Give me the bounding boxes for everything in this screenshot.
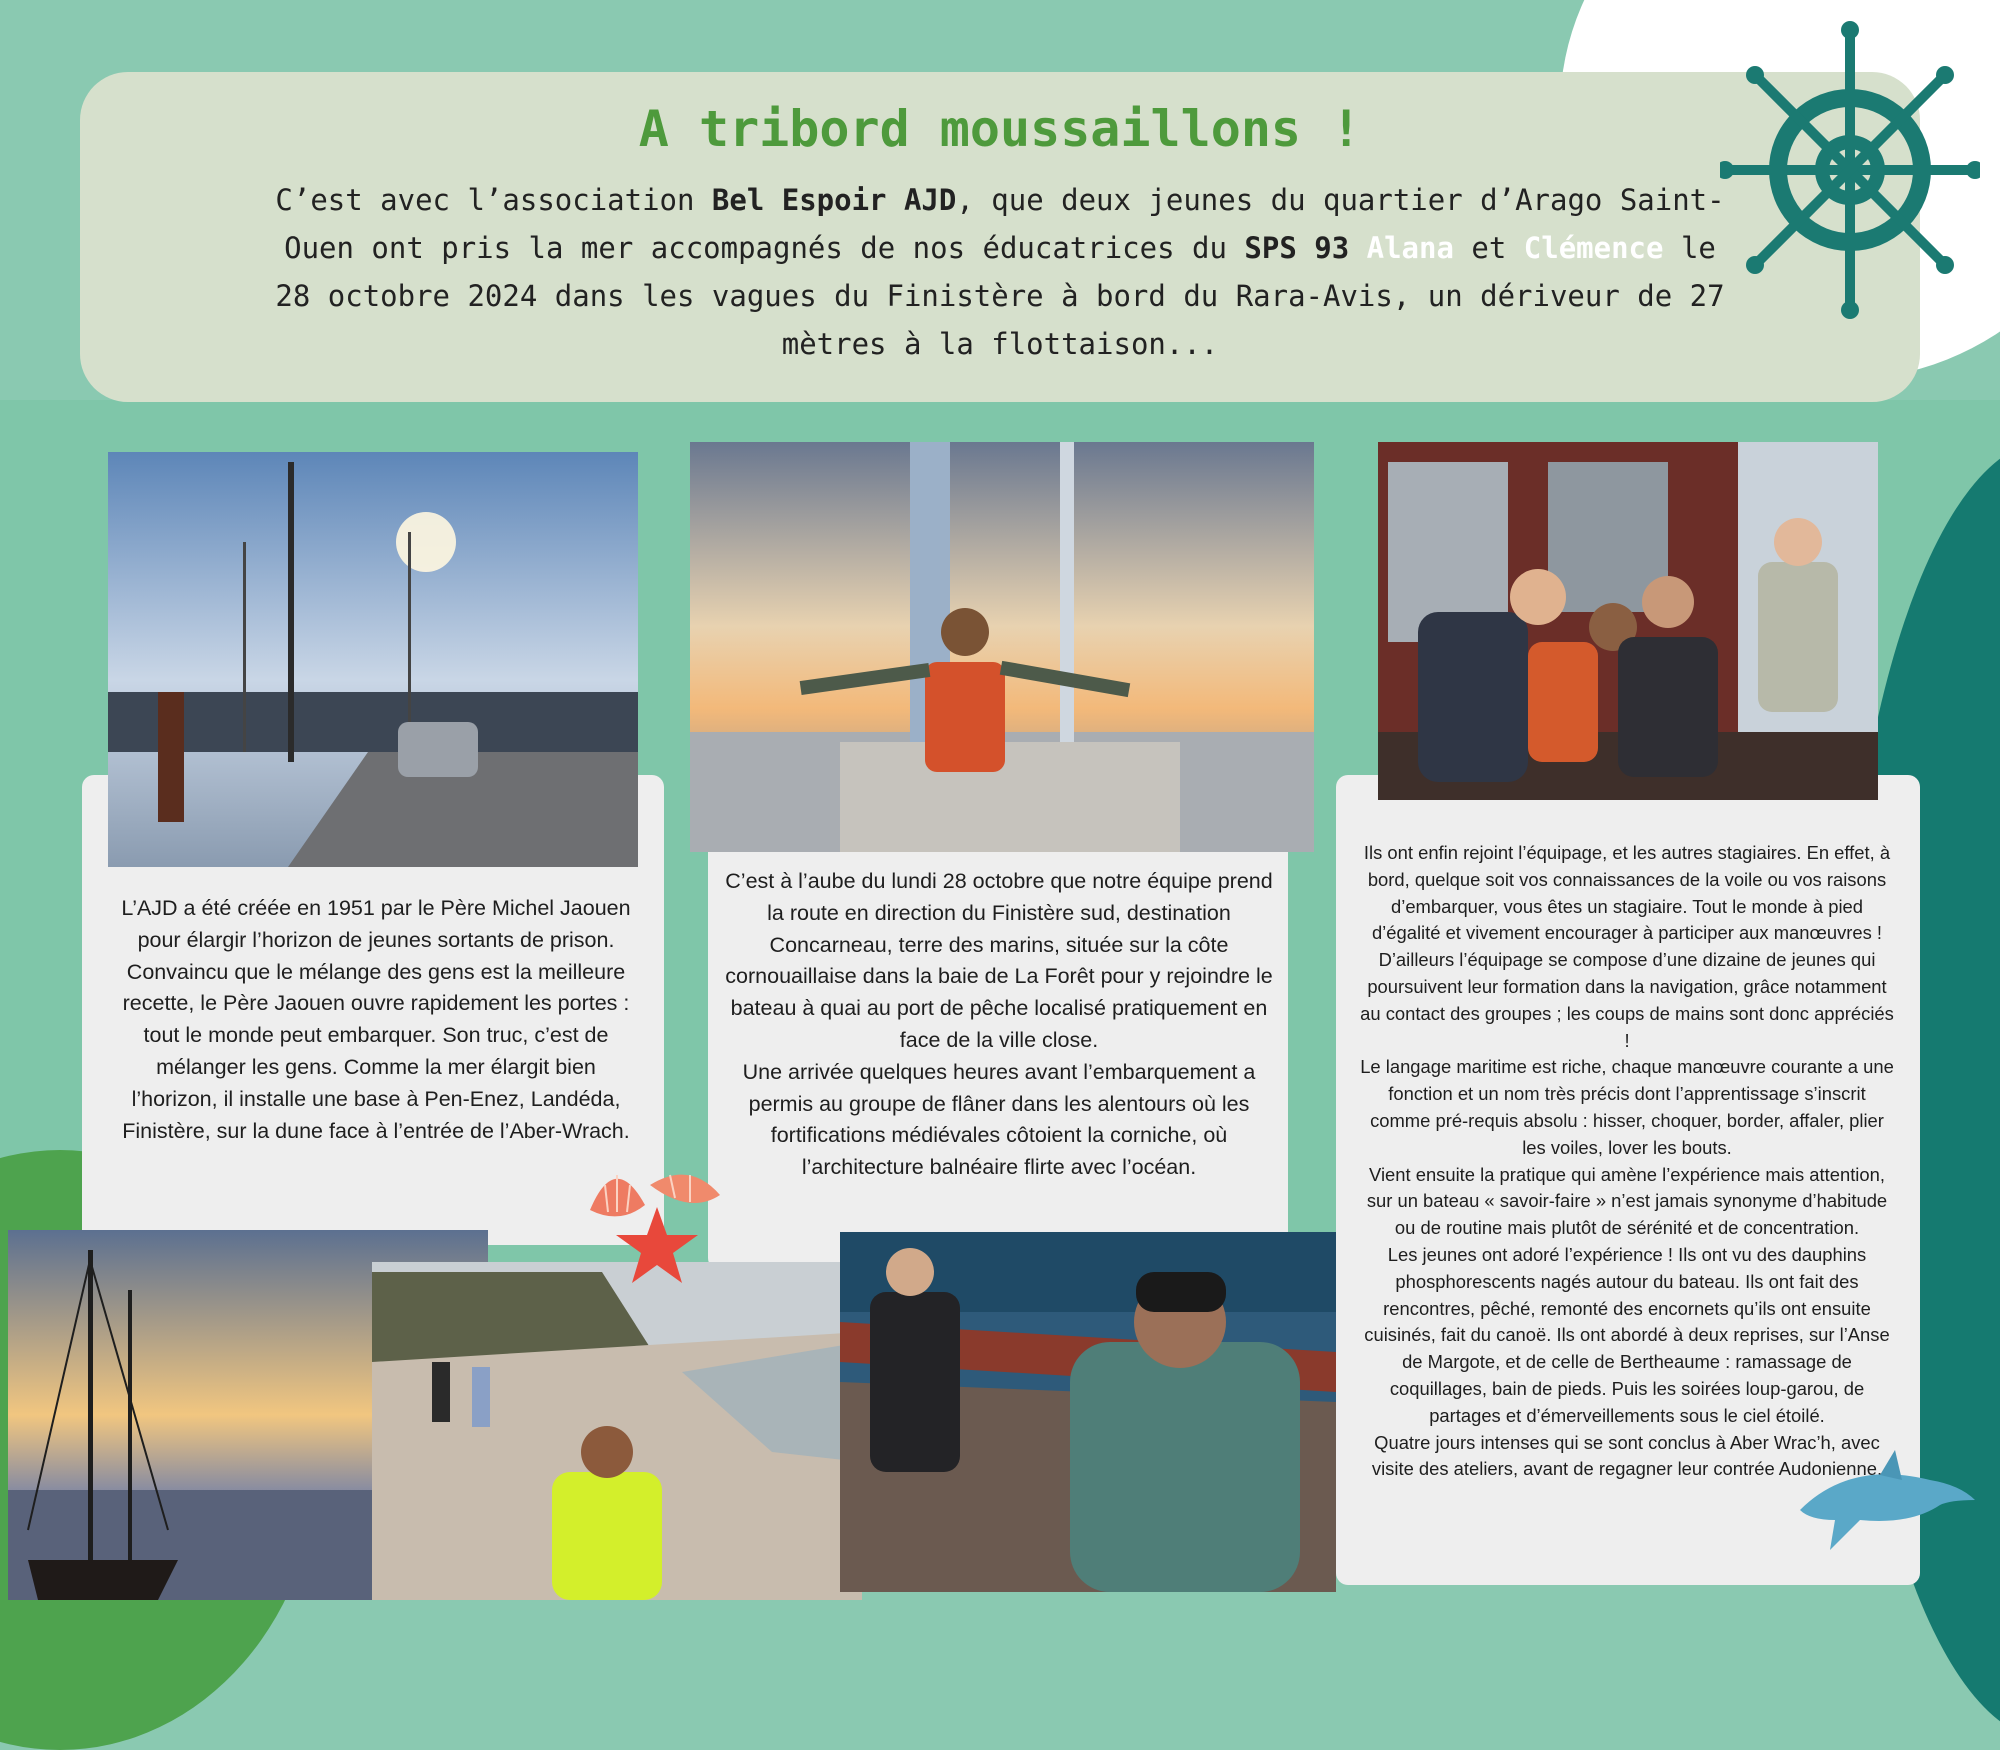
intro-paragraph — [270, 176, 1730, 368]
dolphin-icon — [1790, 1440, 1980, 1560]
educator-name: Clémence — [1523, 231, 1664, 265]
departure-paragraph: C’est à l’aube du lundi 28 octobre que notre équipe prend la route en direction du Finistère sud, destination Concarneau, terre des marins, située sur la côte cornouaillaise dans la baie de La Forêt pour y rejoindre le bateau à quai au port de pêche localisé pratiquement en face de la ville close. — [725, 869, 1273, 1052]
intro-text: C’est avec l’association — [275, 183, 712, 217]
intro-text — [1349, 231, 1366, 265]
history-text: L’AJD a été créée en 1951 par le Père Michel Jaouen pour élargir l’horizon de jeunes sortants de prison. Convaincu que le mélange des gens est la meilleure recette, le Père Jaouen ouvre rapidement les portes : tout le monde peut embarquer. Son truc, c’est de mélanger les gens. Comme la mer élargit bien l’horizon, il installe une base à Pen-Enez, Landéda, Finistère, sur la dune face à l’entrée de l’Aber-Wrach. — [121, 896, 631, 1143]
educator-name: Alana — [1366, 231, 1454, 265]
photo-harbor — [108, 452, 638, 867]
photo-group-on-board — [1378, 442, 1878, 800]
crew-text: Ils ont enfin rejoint l’équipage, et les autres stagiaires. En effet, à bord, quelque soit vos connaissances de la voile ou vos raisons d’embarquer, vous êtes un stagiaire. Tout le monde à pied d’égalité et vivement encourager à participer aux manœuvres ! D’ailleurs l’équipage se compose d’une dizaine de jeunes qui poursuivent leur formation dans la navigation, grâce notamment au contact des groupes ; les coups de mains sont donc appréciés ! Le langage maritime est riche, chaque manœuvre courante a une fonction et un nom très précis dont l’apprentissage s’inscrit comme pré-requis absolu : hisser, choquer, border, affaler, plier les voiles, lover les bouts. Vient ensuite la pratique qui amène l’expérience mais attention, sur un bateau « savoir-faire » n’est jamais synonyme d’habitude ou de routine mais plutôt de sérénité et de concentration. Les jeunes ont adoré l’expérience ! Ils ont vu des dauphins phosphorescents nagés autour du bateau. Ils ont fait des rencontres, pêché, remonté des encornets qu’ils ont ensuite cuisinés, fait du canoë. Ils ont abordé à deux reprises, sur l’Anse de Margote, et de celle de Bertheaume : ramassage de coquillages, bain de pieds. Puis les soirées loup-garou, de partages et d’émerveillements sous le ciel étoilé. Quatre jours intenses qui se sont conclus à Aber Wrac’h, avec visite des ateliers, avant de regagner leur contrée Audonienne. — [1360, 842, 1894, 1480]
photo-deck-portraits — [840, 1232, 1336, 1592]
departure-text — [722, 866, 1276, 1184]
service-name: SPS 93 — [1244, 231, 1350, 265]
ship-wheel-icon — [1720, 20, 1980, 320]
departure-paragraph: Une arrivée quelques heures avant l’embarquement a permis au groupe de flâner dans les alentours où les fortifications médiévales côtoient la corniche, où l’architecture balnéaire flirte avec l’océan. — [742, 1059, 1256, 1180]
association-name: Bel Espoir AJD — [711, 183, 957, 217]
photo-boy-on-deck — [690, 442, 1314, 852]
page-title: A tribord moussaillons ! — [638, 100, 1362, 158]
intro-text: et — [1453, 231, 1524, 265]
starfish-icon — [612, 1205, 702, 1285]
intro-text: le 28 octobre 2024 dans les vagues du Finistère à bord du Rara-Avis, un dériveur de 27 mètres à la flottaison... — [275, 231, 1725, 361]
photo-beach — [372, 1262, 862, 1600]
intro-text: , que deux jeunes du quartier d’Arago Saint-Ouen ont pris la mer accompagnés de nos éducatrices du — [284, 183, 1725, 265]
